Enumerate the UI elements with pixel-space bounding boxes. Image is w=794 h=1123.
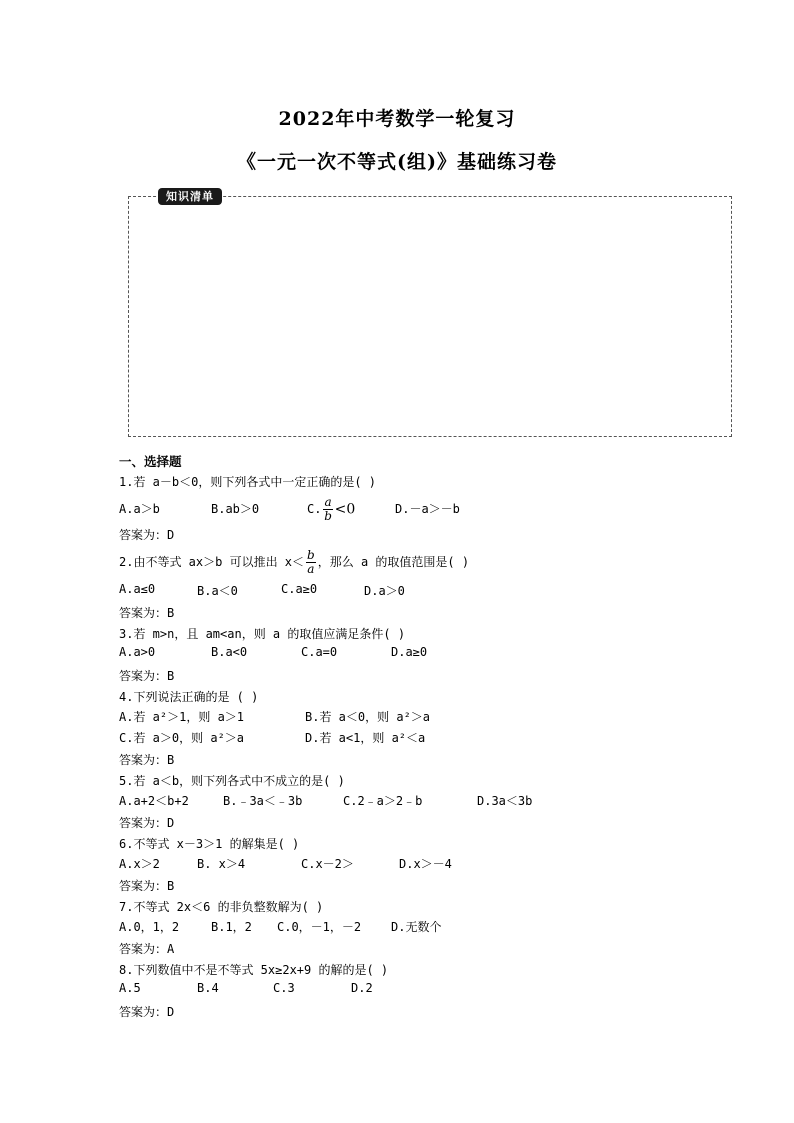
- option-b: B.a<0: [211, 645, 248, 659]
- question-options-8: [119, 981, 739, 1002]
- option-a: A.a>0: [119, 645, 156, 659]
- option-c: C.a≥0: [281, 582, 318, 596]
- question-options-3: [119, 645, 739, 666]
- answer-6: 答案为：B: [119, 879, 175, 893]
- knowledge-box-label: 知识清单: [158, 188, 222, 205]
- question-stem-2: 2.由不等式 ax＞b 可以推出 x＜ $\frac{b}{a}$ ，那么 a 的取值范围是( ): [119, 548, 470, 576]
- question-stem-5: 5.若 a＜b，则下列各式中不成立的是( ): [119, 774, 345, 788]
- section-heading: 一、选择题: [119, 454, 182, 469]
- question-options-4a: [119, 708, 739, 729]
- page-subtitle: 《一元一次不等式(组)》基础练习卷: [237, 151, 557, 173]
- option-a: A.0，1，2: [119, 920, 180, 934]
- question-options-2: [119, 582, 739, 603]
- knowledge-box: [128, 196, 732, 437]
- option-d: D.2: [351, 981, 373, 995]
- option-c: C.3: [273, 981, 295, 995]
- option-a: A.a＞b: [119, 502, 160, 516]
- option-a: A.a≤0: [119, 582, 156, 596]
- option-d: D.a＞0: [364, 584, 405, 598]
- answer-1: 答案为：D: [119, 528, 175, 542]
- fraction-a-over-b: $\frac{a}{b}$: [324, 495, 332, 523]
- answer-4: 答案为：B: [119, 753, 175, 767]
- fraction-b-over-a: $\frac{b}{a}$: [307, 548, 315, 576]
- option-d: D.无数个: [391, 920, 442, 934]
- question-options-6: [119, 855, 739, 876]
- option-a: A.a+2＜b+2: [119, 794, 189, 808]
- answer-2: 答案为：B: [119, 606, 175, 620]
- answer-7: 答案为：A: [119, 942, 175, 956]
- option-d: D.－a＞－b: [395, 502, 460, 516]
- option-b: B.若 a＜0，则 a²＞a: [305, 710, 431, 724]
- option-c: C.0，－1，－2: [277, 920, 362, 934]
- option-d: D.3a＜3b: [477, 794, 533, 808]
- question-stem-1: 1.若 a－b＜0，则下列各式中一定正确的是( ): [119, 475, 377, 489]
- question-stem-3: 3.若 m>n，且 am<an，则 a 的取值应满足条件( ): [119, 627, 406, 641]
- option-d: D.x＞－4: [399, 857, 452, 871]
- question-options-5: [119, 792, 739, 813]
- option-a: A.5: [119, 981, 141, 995]
- option-b: B.﹣3a＜﹣3b: [223, 794, 303, 808]
- option-c-label: C.: [307, 502, 322, 516]
- question-stem-4: 4.下列说法正确的是 ( ): [119, 690, 259, 704]
- question-stem-8: 8.下列数值中不是不等式 5x≥2x+9 的解的是( ): [119, 963, 389, 977]
- option-b: B. x＞4: [197, 857, 246, 871]
- option-c: C.2﹣a＞2﹣b: [343, 794, 423, 808]
- option-b: B.1，2: [211, 920, 252, 934]
- question-list: [119, 452, 739, 1023]
- answer-3: 答案为：B: [119, 669, 175, 683]
- option-c: C.x－2＞: [301, 857, 354, 871]
- option-d: D.a≥0: [391, 645, 428, 659]
- question-options-1: [119, 493, 739, 525]
- answer-8: 答案为：D: [119, 1005, 175, 1019]
- option-c: C.若 a＞0，则 a²＞a: [119, 731, 245, 745]
- answer-5: 答案为：D: [119, 816, 175, 830]
- option-a: A.x＞2: [119, 857, 160, 871]
- question-options-7: [119, 918, 739, 939]
- option-d: D.若 a<1，则 a²＜a: [305, 731, 426, 745]
- option-a: A.若 a²＞1，则 a＞1: [119, 710, 245, 724]
- option-b: B.4: [197, 981, 219, 995]
- option-c: C. $\frac{a}{b}$ <0: [307, 495, 356, 523]
- page-title: 2022年中考数学一轮复习: [278, 108, 516, 130]
- option-c: C.a=0: [301, 645, 338, 659]
- question-stem-6: 6.不等式 x－3＞1 的解集是( ): [119, 837, 300, 851]
- option-b: B.a＜0: [197, 584, 238, 598]
- question-options-4b: [119, 729, 739, 750]
- question-stem-7: 7.不等式 2x＜6 的非负整数解为( ): [119, 900, 324, 914]
- option-b: B.ab＞0: [211, 502, 260, 516]
